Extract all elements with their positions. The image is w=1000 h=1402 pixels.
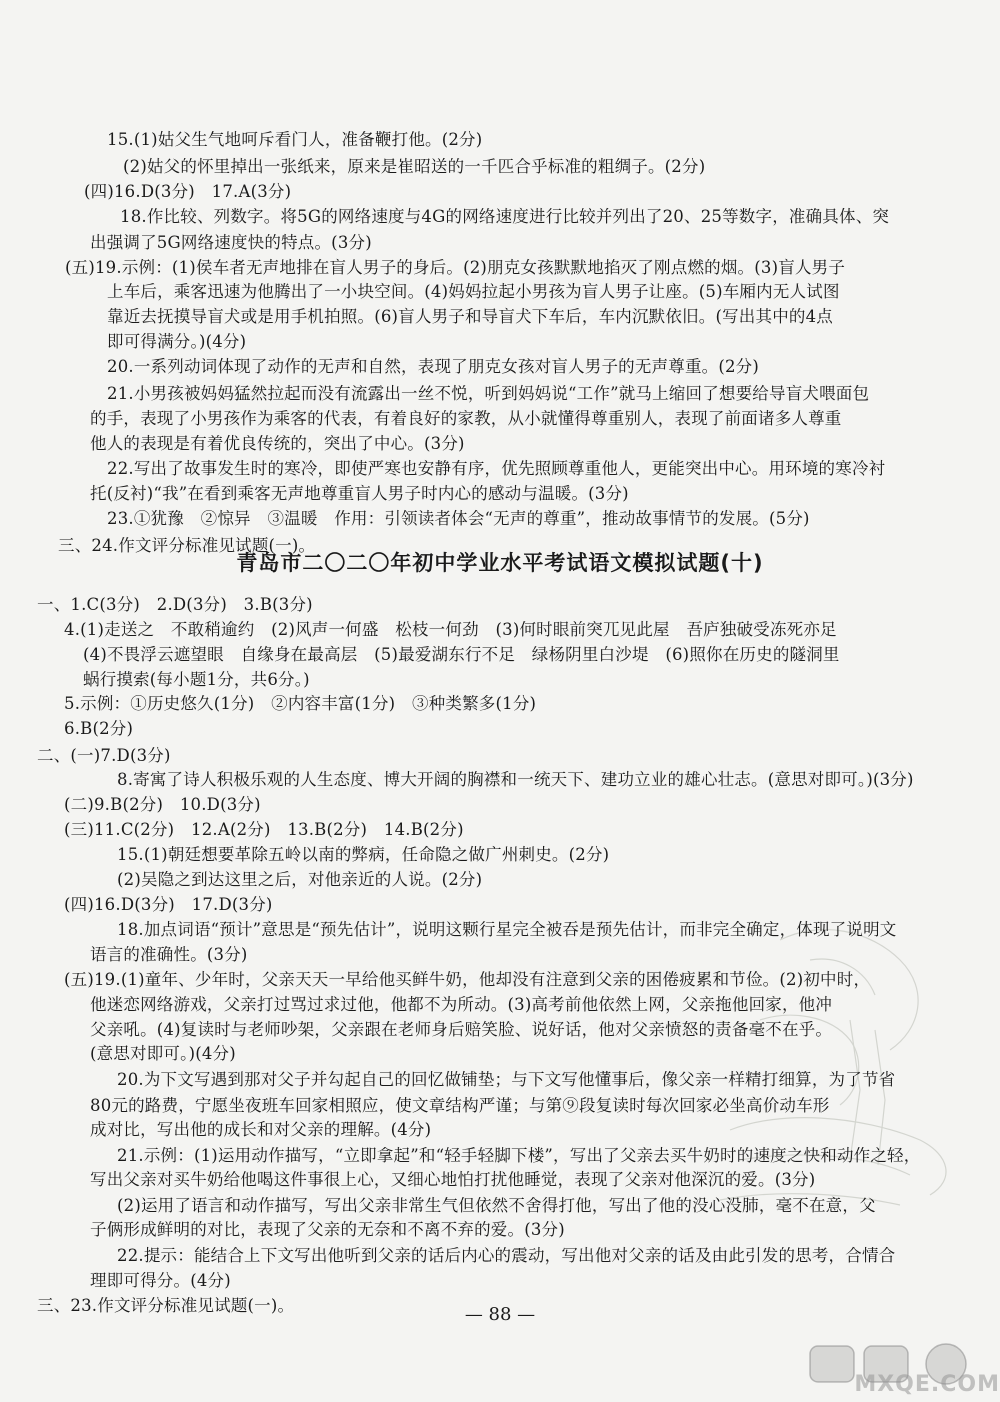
answer-line: 6.B(2分) [64, 719, 134, 738]
answer-line: 15.(1)朝廷想要革除五岭以南的弊病，任命隐之做广州刺史。(2分) [117, 845, 610, 864]
answer-line: 即可得满分。)(4分) [107, 332, 247, 351]
answer-line: 一、1.C(3分) 2.D(3分) 3.B(3分) [37, 595, 313, 614]
answer-line: 三、23.作文评分标准见试题(一)。 [37, 1296, 295, 1315]
answer-line: 4.(1)走送之 不敢稍逾约 (2)风声一何盛 松枝一何劲 (3)何时眼前突兀见此屋 吾庐独破受冻死亦足 [64, 620, 837, 639]
answer-line: (2)吴隐之到达这里之后，对他亲近的人说。(2分) [117, 870, 483, 889]
answer-line: 他人的表现是有着优良传统的，突出了中心。(3分) [90, 434, 465, 453]
answer-line: 托(反衬)“我”在看到乘客无声地尊重盲人男子时内心的感动与温暖。(3分) [90, 484, 629, 503]
answer-line: 8.寄寓了诗人积极乐观的人生态度、博大开阔的胸襟和一统天下、建功立业的雄心壮志。(意思对即可。)(3分) [117, 770, 914, 789]
answer-line: 22.写出了故事发生时的寒冷，即使严寒也安静有序，优先照顾尊重他人，更能突出中心。用环境的寒冷衬 [107, 459, 886, 478]
answer-line: 他迷恋网络游戏，父亲打过骂过求过他，他都不为所动。(3)高考前他依然上网，父亲拖他回家，他冲 [90, 995, 833, 1014]
watermark-site: MXQE.COM [854, 1372, 1000, 1397]
answer-line: 三、24.作文评分标准见试题(一)。 [58, 536, 316, 555]
answer-line: 22.提示：能结合上下文写出他听到父亲的话后内心的震动，写出他对父亲的话及由此引发的思考，合情合 [117, 1246, 896, 1265]
answer-line: 18.加点词语“预计”意思是“预先估计”，说明这颗行星完全被吞是预先估计，而非完全确定，体现了说明文 [117, 920, 897, 939]
answer-line: (五)19.示例：(1)侯车者无声地排在盲人男子的身后。(2)朋克女孩默默地掐灭了刚点燃的烟。(3)盲人男子 [65, 258, 846, 277]
answer-line: 20.为下文写遇到那对父子并勾起自己的回忆做铺垫；与下文写他懂事后，像父亲一样精打细算，为了节省 [117, 1070, 896, 1089]
page-number: — 88 — [464, 1304, 536, 1325]
answer-line: 23.①犹豫 ②惊异 ③温暖 作用：引领读者体会“无声的尊重”，推动故事情节的发展。(5分) [107, 509, 810, 528]
answer-line: (四)16.D(3分) 17.A(3分) [84, 182, 292, 201]
answer-line: 二、(一)7.D(3分) [37, 746, 171, 765]
answer-line: (4)不畏浮云遮望眼 自缘身在最高层 (5)最爱湖东行不足 绿杨阴里白沙堤 (6)照你在历史的隧洞里 [83, 645, 840, 664]
answer-line: 出强调了5G网络速度快的特点。(3分) [90, 233, 372, 252]
answer-line: 理即可得分。(4分) [90, 1271, 231, 1290]
answer-line: 的手，表现了小男孩作为乘客的代表，有着良好的家教，从小就懂得尊重别人，表现了前面诸多人尊重 [90, 409, 842, 428]
answer-line: (二)9.B(2分) 10.D(3分) [64, 795, 261, 814]
answer-line: (2)运用了语言和动作描写，写出父亲非常生气但依然不舍得打他，写出了他的没心没肺，毫不在意，父 [117, 1196, 876, 1215]
answer-line: 20.一系列动词体现了动作的无声和自然，表现了朋克女孩对盲人男子的无声尊重。(2分) [107, 357, 760, 376]
answer-line: (四)16.D(3分) 17.D(3分) [64, 895, 273, 914]
answer-line: 蜗行摸索(每小题1分，共6分。) [83, 670, 310, 689]
answer-line: 成对比，写出他的成长和对父亲的理解。(4分) [90, 1120, 432, 1139]
answer-line: 写出父亲对买牛奶给他喝这件事很上心，又细心地怕打扰他睡觉，表现了父亲对他深沉的爱。(3分) [90, 1170, 816, 1189]
answer-line: (五)19.(1)童年、少年时，父亲天天一早给他买鲜牛奶，他却没有注意到父亲的困倦疲累和节俭。(2)初中时， [64, 970, 871, 989]
answer-line: 15.(1)姑父生气地呵斥看门人，准备鞭打他。(2分) [107, 130, 483, 149]
answer-line: 21.小男孩被妈妈猛然拉起而没有流露出一丝不悦，听到妈妈说“工作”就马上缩回了想要给导盲犬喂面包 [107, 384, 870, 403]
answer-line: 21.示例：(1)运用动作描写，“立即拿起”和“轻手轻脚下楼”，写出了父亲去买牛奶时的速度之快和动作之轻， [117, 1146, 921, 1165]
answer-line: (意思对即可。)(4分) [90, 1044, 236, 1063]
answer-line: 上车后，乘客迅速为他腾出了一小块空间。(4)妈妈拉起小男孩为盲人男子让座。(5)车厢内无人试图 [107, 282, 840, 301]
section-title: 青岛市二〇二〇年初中学业水平考试语文模拟试题(十) [236, 551, 764, 575]
answer-line: (三)11.C(2分) 12.A(2分) 13.B(2分) 14.B(2分) [64, 820, 464, 839]
answer-line: 靠近去抚摸导盲犬或是用手机拍照。(6)盲人男子和导盲犬下车后，车内沉默依旧。(写出其中的4点 [107, 307, 834, 326]
answer-line: 子俩形成鲜明的对比，表现了父亲的无奈和不离不弃的爱。(3分) [90, 1220, 565, 1239]
answer-line: 80元的路费，宁愿坐夜班车回家相照应，使文章结构严谨；与第⑨段复读时每次回家必坐高价动车形 [90, 1096, 830, 1115]
answer-line: (2)姑父的怀里掉出一张纸来，原来是崔昭送的一千匹合乎标准的粗绸子。(2分) [123, 157, 706, 176]
answer-line: 语言的准确性。(3分) [90, 945, 248, 964]
answer-line: 18.作比较、列数字。将5G的网络速度与4G的网络速度进行比较并列出了20、25等数字，准确具体、突 [120, 207, 890, 226]
answer-line: 5.示例：①历史悠久(1分) ②内容丰富(1分) ③种类繁多(1分) [64, 694, 537, 713]
answer-line: 父亲吼。(4)复读时与老师吵架，父亲跟在老师身后赔笑脸、说好话，他对父亲愤怒的责备毫不在乎。 [90, 1020, 833, 1039]
